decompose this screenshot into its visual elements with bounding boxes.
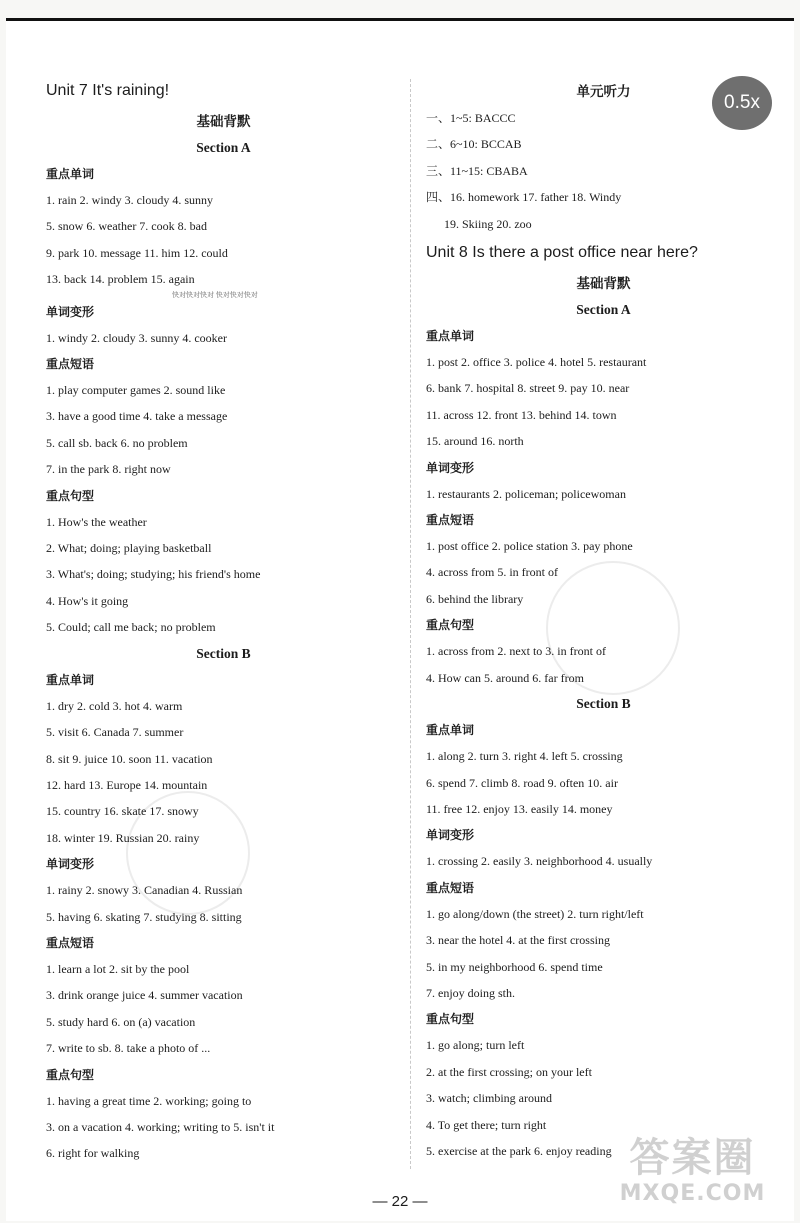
answer-line: 11. free 12. enjoy 13. easily 14. money [426, 801, 613, 816]
answer-line: 7. write to sb. 8. take a photo of ... [46, 1041, 211, 1056]
answer-line: 6. behind the library [426, 591, 524, 606]
section-a-title: Section A [196, 140, 251, 155]
right-column [426, 79, 781, 1164]
key-sentences-label: 重点句型 [426, 1012, 475, 1027]
watermark-logo-text: 答案圈 [629, 1135, 756, 1181]
answer-line: 1. crossing 2. easily 3. neighborhood 4. usually [426, 854, 653, 869]
key-words-label: 重点单词 [426, 329, 475, 344]
answer-line: 9. park 10. message 11. him 12. could [46, 245, 228, 260]
answer-line: 5. exercise at the park 6. enjoy reading [426, 1143, 612, 1158]
unit-8-title: Unit 8 Is there a post office near here? [426, 244, 698, 262]
key-sentences-label: 重点句型 [46, 1067, 95, 1082]
answer-line: 18. winter 19. Russian 20. rainy [46, 830, 200, 845]
column-divider [410, 79, 411, 1169]
answer-line: 8. sit 9. juice 10. soon 11. vacation [46, 751, 213, 766]
playback-speed-badge[interactable]: 0.5x [712, 76, 772, 130]
key-words-label: 重点单词 [46, 167, 95, 181]
answer-line: 7. enjoy doing sth. [426, 985, 515, 1000]
answer-line: 3. drink orange juice 4. summer vacation [46, 988, 243, 1003]
answer-line: 1. learn a lot 2. sit by the pool [46, 961, 190, 976]
answer-line: 13. back 14. problem 15. again [46, 272, 195, 287]
answer-line: 1. rainy 2. snowy 3. Canadian 4. Russian [46, 883, 243, 898]
answer-line: 1. How's the weather [46, 514, 147, 529]
site-watermark [605, 1135, 780, 1215]
word-forms-label: 单词变形 [426, 460, 475, 475]
answer-line: 二、6~10: BCCAB [426, 137, 522, 152]
key-phrases-label: 重点短语 [426, 513, 475, 528]
key-sentences-label: 重点句型 [426, 618, 475, 633]
answer-line: 1. windy 2. cloudy 3. sunny 4. cooker [46, 330, 227, 345]
answer-line: 12. hard 13. Europe 14. mountain [46, 777, 208, 792]
word-forms-label: 单词变形 [46, 857, 95, 872]
answer-line: 6. spend 7. climb 8. road 9. often 10. air [426, 775, 618, 790]
answer-line: 3. have a good time 4. take a message [46, 409, 228, 424]
basics-heading: 基础背默 [196, 114, 251, 129]
answer-line: 5. call sb. back 6. no problem [46, 435, 188, 450]
basics-heading: 基础背默 [576, 276, 631, 292]
key-phrases-label: 重点短语 [46, 935, 95, 950]
page-number: — 22 — [372, 1193, 428, 1210]
answer-line: 1. restaurants 2. policeman; policewoman [426, 486, 626, 501]
answer-line: 四、16. homework 17. father 18. Windy [426, 190, 622, 205]
unit-7-title: Unit 7 It's raining! [46, 82, 170, 99]
answer-line: 1. dry 2. cold 3. hot 4. warm [46, 698, 183, 713]
answer-line: 1. post 2. office 3. police 4. hotel 5. restaurant [426, 355, 647, 370]
answer-line: 15. country 16. skate 17. snowy [46, 804, 199, 819]
answer-line: 4. How can 5. around 6. far from [426, 670, 584, 685]
answer-page [6, 18, 794, 1221]
answer-line: 1. across from 2. next to 3. in front of [426, 644, 606, 659]
answer-line: 2. What; doing; playing basketball [46, 541, 212, 556]
key-phrases-label: 重点短语 [46, 357, 95, 372]
answer-line: 4. across from 5. in front of [426, 565, 558, 580]
answer-line: 5. snow 6. weather 7. cook 8. bad [46, 219, 207, 234]
answer-line: 11. across 12. front 13. behind 14. town [426, 407, 617, 422]
answer-line: 2. at the first crossing; on your left [426, 1064, 592, 1079]
answer-line: 4. How's it going [46, 593, 129, 608]
answer-line: 5. visit 6. Canada 7. summer [46, 725, 184, 740]
answer-line: 1. go along; turn left [426, 1038, 525, 1053]
key-words-label: 重点单词 [426, 723, 475, 738]
answer-line: 19. Skiing 20. zoo [444, 216, 532, 231]
answer-line: 三、11~15: CBABA [426, 163, 528, 178]
answer-line: 5. study hard 6. on (a) vacation [46, 1014, 196, 1029]
answer-line: 4. To get there; turn right [426, 1117, 547, 1132]
answer-line: 1. play computer games 2. sound like [46, 383, 226, 398]
answer-line: 1. having a great time 2. working; going to [46, 1093, 252, 1108]
watermark-url: MXQE.COM [619, 1181, 766, 1206]
section-b-title: Section B [196, 645, 251, 661]
answer-line: 3. near the hotel 4. at the first crossing [426, 933, 610, 948]
small-stamp-note: 快对快对快对 快对快对快对 [172, 290, 258, 299]
section-a-title: Section A [576, 302, 631, 318]
unit-listening-title: 单元听力 [576, 84, 631, 99]
answer-line: 3. watch; climbing around [426, 1091, 552, 1106]
key-words-label: 重点单词 [46, 672, 95, 687]
answer-line: 1. along 2. turn 3. right 4. left 5. crossing [426, 749, 623, 764]
left-column [46, 79, 401, 1167]
answer-line: 7. in the park 8. right now [46, 462, 171, 477]
answer-line: 15. around 16. north [426, 434, 524, 449]
answer-line: 1. rain 2. windy 3. cloudy 4. sunny [46, 193, 213, 207]
answer-line: 6. right for walking [46, 1146, 140, 1161]
answer-line: 一、1~5: BACCC [426, 111, 516, 125]
key-sentences-label: 重点句型 [46, 488, 95, 503]
answer-line: 3. What's; doing; studying; his friend's home [46, 567, 261, 582]
word-forms-label: 单词变形 [426, 828, 475, 843]
answer-line: 5. Could; call me back; no problem [46, 620, 216, 635]
answer-line: 1. go along/down (the street) 2. turn right/left [426, 906, 644, 921]
section-b-title: Section B [576, 696, 631, 712]
answer-line: 6. bank 7. hospital 8. street 9. pay 10. near [426, 381, 630, 396]
answer-line: 5. in my neighborhood 6. spend time [426, 959, 603, 974]
word-forms-label: 单词变形 [46, 304, 95, 319]
key-phrases-label: 重点短语 [426, 880, 475, 895]
answer-line: 3. on a vacation 4. working; writing to 5. isn't it [46, 1119, 275, 1134]
answer-line: 5. having 6. skating 7. studying 8. sitting [46, 909, 242, 924]
answer-line: 1. post office 2. police station 3. pay phone [426, 539, 633, 554]
